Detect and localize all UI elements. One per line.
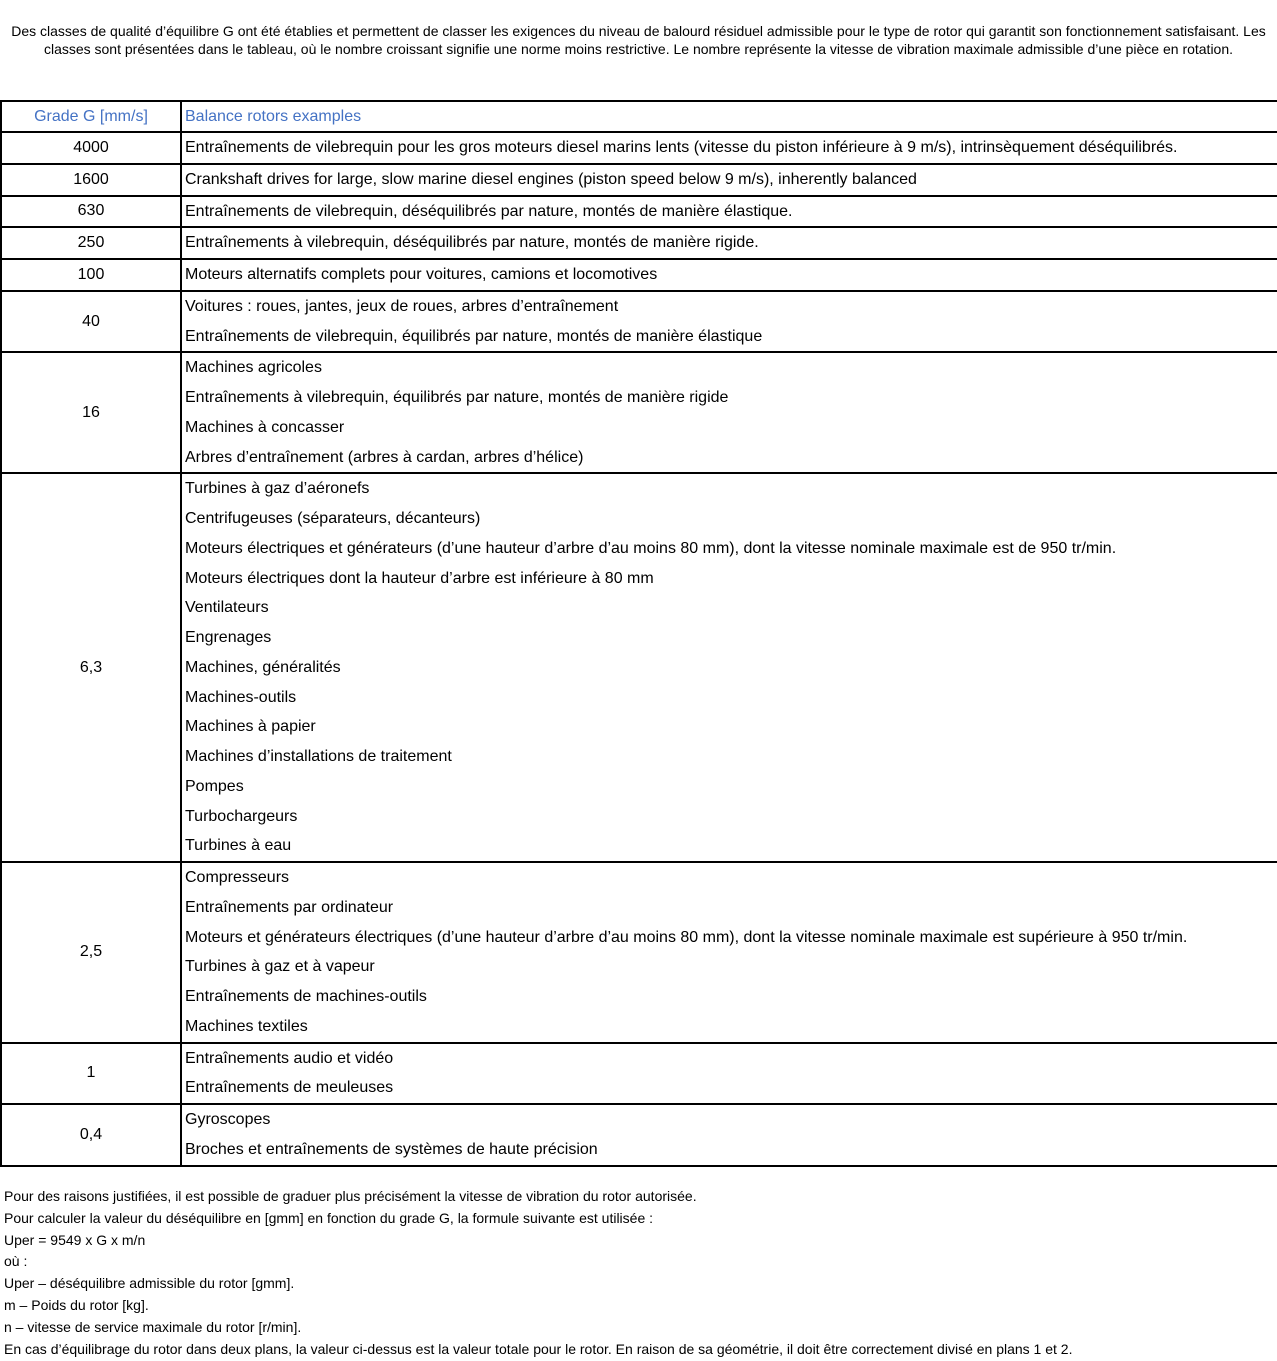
example-item: Machines à papier	[185, 718, 316, 736]
examples-cell	[181, 196, 1277, 228]
grade-cell: 0,4	[1, 1104, 181, 1166]
note-line: Pour des raisons justifiées, il est possible de graduer plus précisément la vitesse de vibration du rotor autorisée.	[4, 1188, 697, 1204]
note-line: où :	[4, 1253, 28, 1270]
examples-cell	[181, 1104, 1277, 1166]
example-item: Turbines à gaz d’aéronefs	[185, 480, 370, 498]
note-line: n – vitesse de service maximale du rotor [r/min].	[4, 1318, 302, 1335]
note-line: En cas d’équilibrage du rotor dans deux plans, la valeur ci-dessus est la valeur totale pour le rotor. En raison de sa géométrie, il doit être correctement divisé en plans 1 et 2.	[4, 1340, 1073, 1357]
grade-cell: 40	[1, 291, 181, 353]
example-item: Entraînements de vilebrequin, déséquilibrés par nature, montés de manière élastique.	[185, 202, 793, 220]
grade-cell: 1600	[1, 164, 181, 196]
examples-cell	[181, 862, 1277, 1043]
grade-cell: 250	[1, 227, 181, 259]
table-row	[1, 473, 1277, 862]
grade-cell: 630	[1, 196, 181, 228]
examples-cell	[181, 1043, 1277, 1105]
header-grade: Grade G [mm/s]	[1, 101, 181, 132]
examples-cell	[181, 352, 1277, 473]
examples-cell	[181, 473, 1277, 862]
examples-cell	[181, 227, 1277, 259]
example-item: Moteurs électriques dont la hauteur d’arbre est inférieure à 80 mm	[185, 569, 654, 587]
example-item: Machines textiles	[185, 1017, 308, 1035]
example-item: Entraînements de meuleuses	[185, 1079, 394, 1097]
example-item: Centrifugeuses (séparateurs, décanteurs)	[185, 510, 481, 527]
grade-cell: 6,3	[1, 473, 181, 862]
example-item: Arbres d’entraînement (arbres à cardan, arbres d’hélice)	[185, 448, 584, 466]
example-item: Moteurs et générateurs électriques (d’une hauteur d’arbre d’au moins 80 mm), dont la vitesse nominale maximale est supérieure à 950 tr/min.	[185, 928, 1188, 946]
example-item: Entraînements par ordinateur	[185, 898, 394, 916]
example-item: Entraînements à vilebrequin, équilibrés par nature, montés de manière rigide	[185, 389, 729, 406]
note-line: Uper – déséquilibre admissible du rotor [gmm].	[4, 1275, 295, 1292]
example-item: Ventilateurs	[185, 599, 269, 617]
example-item: Entraînements à vilebrequin, déséquilibrés par nature, montés de manière rigide.	[185, 234, 759, 252]
table-row	[1, 291, 1277, 353]
examples-cell	[181, 291, 1277, 353]
table-row	[1, 259, 1277, 291]
example-item: Machines, généralités	[185, 658, 341, 676]
example-item: Entraînements de vilebrequin, équilibrés par nature, montés de manière élastique	[185, 327, 763, 345]
note-line: Uper = 9549 x G x m/n	[4, 1231, 146, 1248]
example-item: Broches et entraînements de systèmes de haute précision	[185, 1140, 598, 1158]
note-line: Pour calculer la valeur du déséquilibre en [gmm] en fonction du grade G, la formule suivante est utilisée :	[4, 1209, 654, 1226]
table-row	[1, 227, 1277, 259]
example-item: Machines-outils	[185, 688, 297, 706]
example-item: Machines d’installations de traitement	[185, 748, 452, 765]
example-item: Crankshaft drives for large, slow marine diesel engines (piston speed below 9 m/s), inherently balanced	[185, 170, 917, 188]
examples-cell	[181, 132, 1277, 164]
table-row	[1, 352, 1277, 473]
intro-paragraph: Des classes de qualité d’équilibre G ont été établies et permettent de classer les exigences du niveau de balourd résiduel admissible pour le type de rotor qui garantit son fonctionnement satisfaisant. Les classes sont présentées dans le tableau, où le nombre croissant signifie une norme moins restrictive. Le nombre représente la vitesse de vibration maximale admissible d’une pièce en rotation.	[11, 23, 1266, 57]
grade-cell: 4000	[1, 132, 181, 164]
table-row	[1, 1043, 1277, 1105]
example-item: Turbines à eau	[185, 837, 292, 855]
table-body	[1, 132, 1277, 1166]
example-item: Voitures : roues, jantes, jeux de roues, arbres d’entraînement	[185, 297, 619, 315]
example-item: Machines à concasser	[185, 418, 345, 436]
table-header-row	[1, 101, 1277, 132]
example-item: Compresseurs	[185, 869, 290, 886]
example-item: Moteurs électriques et générateurs (d’une hauteur d’arbre d’au moins 80 mm), dont la vitesse nominale maximale est de 950 tr/min.	[185, 539, 1117, 557]
table-row	[1, 862, 1277, 1043]
notes-section	[4, 1186, 1272, 1360]
example-item: Entraînements audio et vidéo	[185, 1049, 394, 1067]
header-examples: Balance rotors examples	[181, 101, 1277, 132]
grade-cell: 1	[1, 1043, 181, 1105]
note-line: m – Poids du rotor [kg].	[4, 1296, 149, 1313]
balance-grade-table	[0, 100, 1277, 1167]
example-item: Turbochargeurs	[185, 807, 298, 825]
example-item: Pompes	[185, 777, 244, 795]
examples-cell	[181, 164, 1277, 196]
example-item: Turbines à gaz et à vapeur	[185, 958, 375, 976]
grade-cell: 16	[1, 352, 181, 473]
example-item: Engrenages	[185, 629, 272, 646]
table-row	[1, 196, 1277, 228]
example-item: Machines agricoles	[185, 359, 322, 377]
example-item: Entraînements de machines-outils	[185, 988, 427, 1005]
example-item: Moteurs alternatifs complets pour voitures, camions et locomotives	[185, 266, 658, 283]
grade-cell: 100	[1, 259, 181, 291]
table-row	[1, 164, 1277, 196]
example-item: Gyroscopes	[185, 1111, 271, 1128]
examples-cell	[181, 259, 1277, 291]
example-item: Entraînements de vilebrequin pour les gros moteurs diesel marins lents (vitesse du piston inférieure à 9 m/s), intrinsèquement déséquilibrés.	[185, 139, 1178, 156]
table-row	[1, 1104, 1277, 1166]
table-row	[1, 132, 1277, 164]
grade-cell: 2,5	[1, 862, 181, 1043]
